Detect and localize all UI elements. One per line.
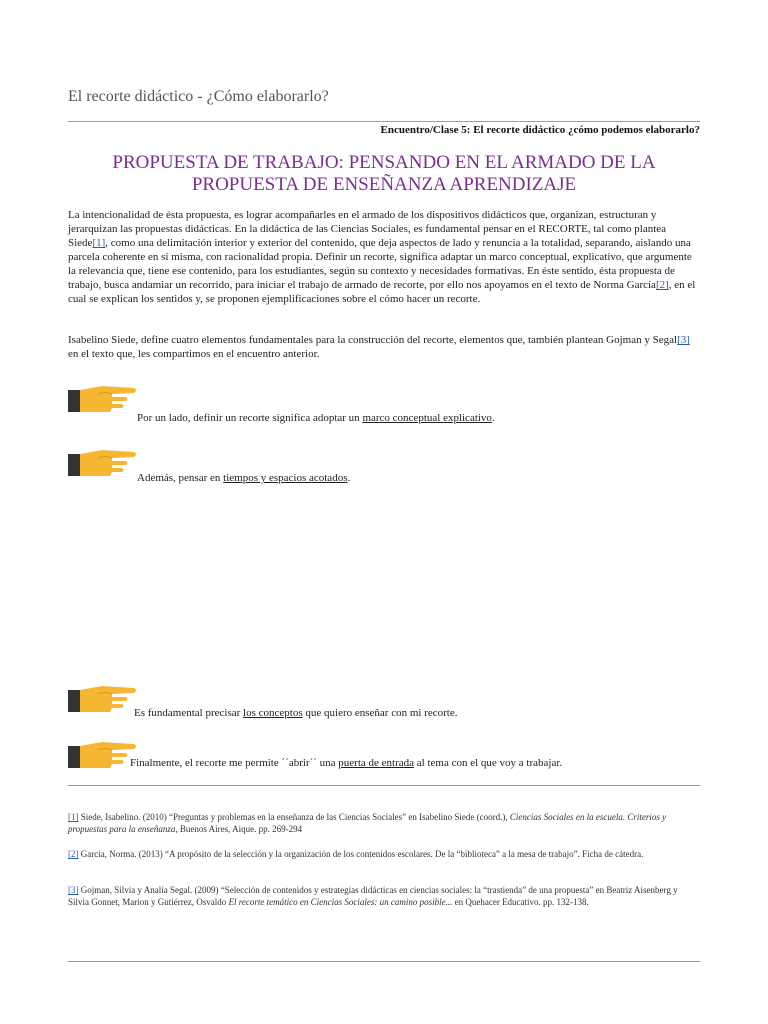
bullet-1-pre: Por un lado, definir un recorte significa adoptar un	[137, 412, 363, 424]
main-heading	[68, 152, 700, 196]
footnote-ref-2[interactable]: [2]	[655, 279, 669, 291]
footnotes-divider	[68, 785, 700, 786]
footnote-1	[68, 811, 700, 835]
intro-text-c: , en el cual se explican los sentidos y, se proponen ejemplificaciones sobre el cómo hacer un recorte.	[68, 279, 696, 305]
elements-text-a: Isabelino Siede, define cuatro elementos fundamentales para la construcción del recorte, elementos que, también plantean Gojman y Segal	[68, 334, 678, 346]
bullet-2-post: .	[347, 472, 351, 484]
intro-text-b: , como una delimitación interior y exterior del contenido, que deja aspectos de lado y renuncia a la totalidad, separando, aislando una parcela coherente en sí misma, con racionalidad propia. Definir un recorte, significa adaptar un marco conceptual, explicativo, que argumente la relevancia que, tiene ese contenido, para los estudiantes, según su contexto y necesidades formativas. En éste sentido, ésta propuesta de trabajo, busca andamiar un recorrido, para iniciar el trabajo de armado de recorte, por ello nos apoyamos en el texto de Norma García	[68, 237, 692, 291]
footnote-2-number[interactable]: [2]	[68, 849, 79, 859]
main-heading-line-2: PROPUESTA DE ENSEÑANZA APRENDIZAJE	[191, 174, 577, 195]
elements-text-b: en el texto que, les compartimos en el encuentro anterior.	[68, 348, 320, 360]
bullet-item-3	[134, 707, 457, 719]
bullet-1-key-phrase: marco conceptual explicativo	[362, 412, 492, 424]
pointing-hand-icon	[68, 736, 138, 772]
bullet-2-key-phrase: tiempos y espacios acotados	[223, 472, 348, 484]
main-heading-line-1: PROPUESTA DE TRABAJO: PENSANDO EN EL ARMADO DE LA	[112, 152, 656, 173]
footnote-3	[68, 884, 700, 908]
footnote-3-text-b: en Quehacer Educativo. pp. 132-138.	[452, 897, 589, 907]
footnote-1-text-a: Siede, Isabelino. (2010) “Preguntas y problemas en la enseñanza de las Ciencias Sociales” en Isabelino Siede (coord.),	[78, 812, 510, 822]
footnote-ref-3[interactable]: [3]	[677, 334, 690, 346]
bullet-4-key-phrase: puerta de entrada	[338, 757, 415, 769]
bullet-item-1	[137, 412, 495, 424]
bullet-3-post: que quiero enseñar con mi recorte.	[302, 707, 458, 719]
footnote-1-number[interactable]: [1]	[68, 812, 79, 822]
intro-text-a: La intencionalidad de ésta propuesta, es lograr acompañarles en el armado de los dispositivos didácticos que, organizan, estructuran y jerarquizan las propuestas didácticas. En la didáctica de las Ciencias Sociales, es fundamental pensar en el RECORTE, tal como plantea Siede	[68, 209, 667, 249]
intro-paragraph	[68, 208, 700, 306]
footnote-3-number[interactable]: [3]	[68, 885, 79, 895]
title-divider	[68, 121, 700, 122]
pointing-hand-icon	[68, 444, 138, 480]
bullet-item-2	[137, 472, 350, 484]
footnote-2-text-a: García, Norma. (2013) “A propósito de la selección y la organización de los contenidos escolares. De la “biblioteca” a la mesa de trabajo”. Ficha de cátedra.	[78, 849, 644, 859]
footnote-2	[68, 848, 700, 860]
bullet-1-post: .	[491, 412, 495, 424]
footnote-1-title: Ciencias Sociales en la escuela. Criterios y propuestas para la enseñanza	[68, 812, 667, 834]
footnote-3-title: El recorte temático en Ciencias Sociales: un camino posible...	[228, 897, 453, 907]
footnote-ref-1[interactable]: [1]	[92, 237, 106, 249]
footnote-1-text-b: , Buenos Aires, Aique. pp. 269-294	[175, 824, 303, 834]
page-title: El recorte didáctico - ¿Cómo elaborarlo?	[68, 88, 329, 105]
pointing-hand-icon	[68, 680, 138, 716]
pointing-hand-icon	[68, 380, 138, 416]
elements-paragraph	[68, 333, 700, 361]
bullet-2-pre: Además, pensar en	[137, 472, 224, 484]
bullet-4-pre: Finalmente, el recorte me permite ´´abrir´´ una	[130, 757, 339, 769]
bullet-4-post: al tema con el que voy a trabajar.	[414, 757, 563, 769]
bottom-divider	[68, 961, 700, 962]
session-label: Encuentro/Clase 5: El recorte didáctico ¿cómo podemos elaborarlo?	[380, 124, 700, 136]
footnote-3-text-a: Gojman, Silvia y Analía Segal. (2009) “Selección de contenidos y estrategias didácticas en ciencias sociales: la “trastienda” de una propuesta” en Beatriz Aisenberg y Silvia Gonnet, Marion y Gutiérrez, Osvaldo	[68, 885, 678, 907]
bullet-3-key-phrase: los conceptos	[243, 707, 303, 719]
bullet-3-pre: Es fundamental precisar	[134, 707, 244, 719]
bullet-item-4	[130, 757, 562, 769]
